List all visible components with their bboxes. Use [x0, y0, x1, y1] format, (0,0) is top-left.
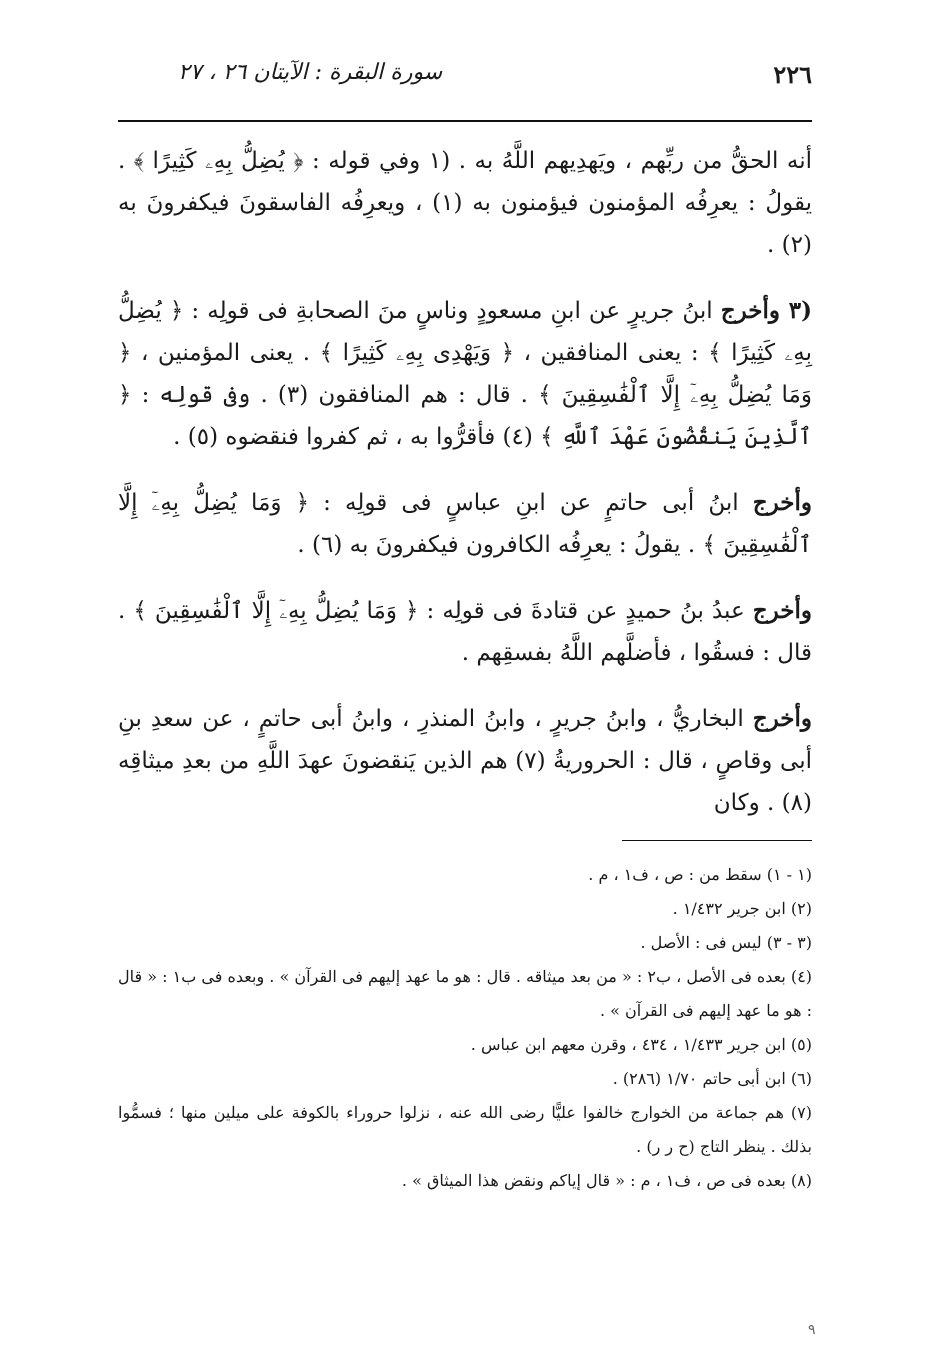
header-rule — [118, 120, 812, 122]
paragraph-1 — [118, 140, 812, 266]
paragraph-5-lead: وأخرج — [752, 705, 812, 732]
paragraph-3-lead: وأخرج — [752, 489, 812, 516]
paragraph-3 — [118, 482, 812, 566]
footnote: (٥) ابن جرير ١/٤٣٣ ، ٤٣٤ ، وقرن معهم ابن عباس . — [470, 1035, 812, 1054]
footnote: (٢) ابن جرير ١/٤٣٢ . — [672, 899, 812, 918]
footnote: (٦) ابن أبى حاتم ١/٧٠ (٢٨٦) . — [612, 1069, 812, 1088]
page-number: ٢٢٦ — [773, 60, 812, 89]
page-header — [118, 60, 812, 120]
main-text — [118, 140, 812, 848]
footnote-rule — [622, 840, 812, 841]
paragraph-5 — [118, 698, 812, 824]
paragraph-3-text: ابنُ أبى حاتمٍ عن ابنِ عباسٍ فى قولِه : ﴿ وَمَا يُضِلُّ بِهِۦٓ إِلَّا ٱلْفَٰسِقِينَ ﴾ . يقولُ : يعرِفُه الكافرون فيكفرونَ به (٦) . — [118, 490, 812, 558]
footnote: (٨) بعده فى ص ، ف١ ، م : « قال إياكم ونقض هذا الميثاق » . — [401, 1171, 812, 1190]
paragraph-5-text: البخاريُّ ، وابنُ جريرٍ ، وابنُ المنذرِ ، وابنُ أبى حاتمٍ ، عن سعدِ بنِ أبى وقاصٍ ، قال : الحروريةُ (٧) هم الذين يَنقضونَ عهدَ اللَّهِ من بعدِ ميثاقِه (٨) . وكان — [118, 706, 812, 816]
paragraph-4 — [118, 590, 812, 674]
paragraph-2 — [118, 290, 812, 458]
paragraph-1-text: أنه الحقُّ من ربِّهم ، ويَهدِيهم اللَّهُ به . (١ وفي قوله : ﴿ يُضِلُّ بِهِۦ كَثِيرًا ﴾ . يقولُ : يعرِفُه المؤمنون فيؤمنون به (١) ، ويعرِفُه الفاسقونَ فيكفرونَ به (٢) . — [118, 148, 813, 258]
running-title: سورة البقرة : الآيتان ٢٦ ، ٢٧ — [178, 60, 443, 85]
footnote: (١ - ١) سقط من : ص ، ف١ ، م . — [588, 865, 812, 884]
footnote: (٤) بعده فى الأصل ، ب٢ : « من بعد ميثاقه . قال : هو ما عهد إليهم فى القرآن » . وبعده فى ب١ : « قال : هو ما عهد إليهم فى القرآن » . — [118, 967, 813, 1020]
paragraph-4-lead: وأخرج — [752, 597, 812, 624]
footnotes — [118, 858, 812, 1198]
corner-mark: ٩ — [808, 1322, 816, 1338]
paragraph-2-text: ابنُ جريرٍ عن ابنِ مسعودٍ وناسٍ منَ الصحابةِ فى قولِه : ﴿ يُضِلُّ بِهِۦ كَثِيرًا ﴾ : يعنى المنافقين ، ﴿ وَيَهْدِى بِهِۦ كَثِيرًا ﴾ . يعنى المؤمنين ، ﴿ وَمَا يُضِلُّ بِهِۦٓ إِلَّا ٱلْفَٰسِقِينَ ﴾ . قال : هم المنافقون (٣) . وفى قولِه : ﴿ ٱلَّذِينَ يَنقُضُونَ عَهْدَ ٱللَّهِ ﴾ (٤) فأقرُّوا به ، ثم كفروا فنقضوه (٥) . — [118, 298, 812, 450]
paragraph-2-lead: (٣ وأخرج — [720, 297, 813, 324]
footnote: (٧) هم جماعة من الخوارج خالفوا عليًّا رضى الله عنه ، نزلوا حروراء بالكوفة على ميلين منها ؛ فسمُّوا بذلك . ينظر التاج (ح ر ر) . — [118, 1103, 812, 1156]
footnote: (٣ - ٣) ليس فى : الأصل . — [640, 933, 812, 952]
paragraph-4-text: عبدُ بنُ حميدٍ عن قتادةَ فى قولِه : ﴿ وَمَا يُضِلُّ بِهِۦٓ إِلَّا ٱلْفَٰسِقِينَ ﴾ . قال : فسقُوا ، فأضلَّهم اللَّهُ بفسقِهم . — [118, 598, 812, 666]
